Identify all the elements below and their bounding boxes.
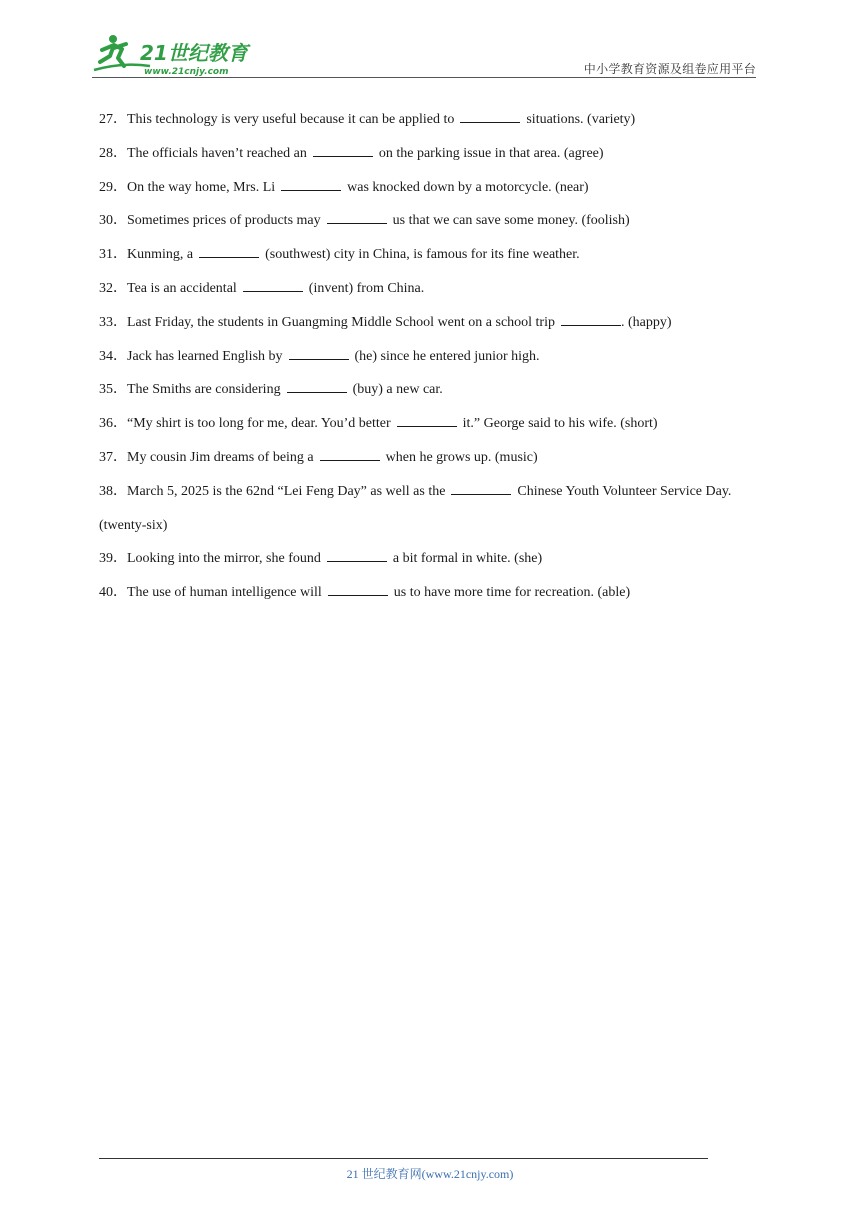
question-text-after: (he) since he entered junior high.	[354, 348, 540, 364]
question-item	[99, 340, 759, 374]
answer-blank	[199, 246, 259, 258]
question-item	[99, 272, 759, 306]
answer-blank	[561, 314, 621, 326]
question-text-before: Looking into the mirror, she found	[127, 551, 321, 567]
question-number: 30．	[99, 213, 127, 229]
question-text-before: Sometimes prices of products may	[127, 213, 321, 229]
question-text-before: March 5, 2025 is the 62nd “Lei Feng Day” as well as the	[127, 483, 446, 499]
question-number: 34．	[99, 348, 127, 364]
question-text-before: This technology is very useful because it can be applied to	[127, 112, 455, 127]
question-item	[99, 542, 759, 576]
question-text-before: The Smiths are considering	[127, 382, 281, 398]
question-number: 35．	[99, 382, 127, 398]
answer-blank	[460, 111, 520, 123]
logo-url: www.21cnjy.com	[144, 67, 229, 76]
question-number: 33．	[99, 314, 127, 330]
answer-blank	[320, 449, 380, 461]
footer-divider	[99, 1158, 708, 1159]
question-item	[99, 373, 759, 407]
question-item	[99, 171, 759, 205]
question-item	[99, 407, 759, 441]
answer-blank	[451, 483, 511, 495]
question-text-before: My cousin Jim dreams of being a	[127, 449, 314, 465]
question-text-before: Jack has learned English by	[127, 348, 283, 364]
question-text-after: situations. (variety)	[526, 112, 636, 127]
logo	[92, 32, 262, 76]
question-item	[99, 238, 759, 272]
question-number: 40．	[99, 585, 127, 601]
question-text-before: Kunming, a	[127, 247, 194, 263]
question-number: 37．	[99, 449, 127, 465]
question-text-after: us to have more time for recreation. (able)	[393, 585, 631, 601]
answer-blank	[313, 145, 373, 157]
question-text-before: On the way home, Mrs. Li	[127, 179, 276, 195]
question-item	[99, 475, 759, 543]
question-number: 27．	[99, 112, 127, 127]
header-divider	[92, 77, 756, 78]
answer-blank	[397, 415, 457, 427]
question-item	[99, 441, 759, 475]
question-number: 31．	[99, 247, 127, 263]
question-text-before: The officials haven’t reached an	[127, 145, 307, 161]
question-number: 38．	[99, 483, 127, 499]
question-list	[99, 103, 759, 610]
answer-blank	[327, 550, 387, 562]
footer-site: 21 世纪教育网(www.21cnjy.com)	[346, 1167, 514, 1181]
question-number: 32．	[99, 280, 127, 296]
question-text-after: Chinese Youth Volunteer Service Day. (twenty-six)	[99, 483, 732, 533]
question-number: 39．	[99, 551, 127, 567]
question-item	[99, 204, 759, 238]
question-text-after: when he grows up. (music)	[385, 449, 538, 465]
question-text-before: “My shirt is too long for me, dear. You’d better	[127, 416, 391, 432]
answer-blank	[328, 584, 388, 596]
answer-blank	[281, 179, 341, 191]
question-text-after: us that we can save some money. (foolish)	[392, 213, 630, 229]
question-text-after: . (happy)	[620, 314, 672, 330]
question-text-after: (southwest) city in China, is famous for its fine weather.	[265, 247, 580, 263]
answer-blank	[287, 381, 347, 393]
answer-blank	[327, 212, 387, 224]
question-item	[99, 103, 759, 137]
question-item	[99, 576, 759, 610]
question-text-after: (buy) a new car.	[352, 382, 443, 398]
question-item	[99, 306, 759, 340]
question-text-after: (invent) from China.	[308, 280, 425, 296]
platform-name: 中小学教育资源及组卷应用平台	[583, 62, 756, 76]
question-text-before: The use of human intelligence will	[127, 585, 322, 601]
question-number: 36．	[99, 416, 127, 432]
question-text-before: Tea is an accidental	[127, 280, 237, 296]
question-number: 29．	[99, 179, 127, 195]
answer-blank	[289, 348, 349, 360]
question-number: 28．	[99, 145, 127, 161]
page-header	[92, 30, 756, 78]
question-text-before: Last Friday, the students in Guangming Middle School went on a school trip	[127, 314, 555, 330]
question-text-after: on the parking issue in that area. (agree)	[378, 145, 604, 161]
question-text-after: was knocked down by a motorcycle. (near)	[347, 179, 589, 195]
question-item	[99, 137, 759, 171]
question-text-after: it.” George said to his wife. (short)	[462, 416, 658, 432]
answer-blank	[243, 280, 303, 292]
question-text-after: a bit formal in white. (she)	[392, 551, 543, 567]
logo-text: 21世纪教育	[140, 41, 248, 65]
